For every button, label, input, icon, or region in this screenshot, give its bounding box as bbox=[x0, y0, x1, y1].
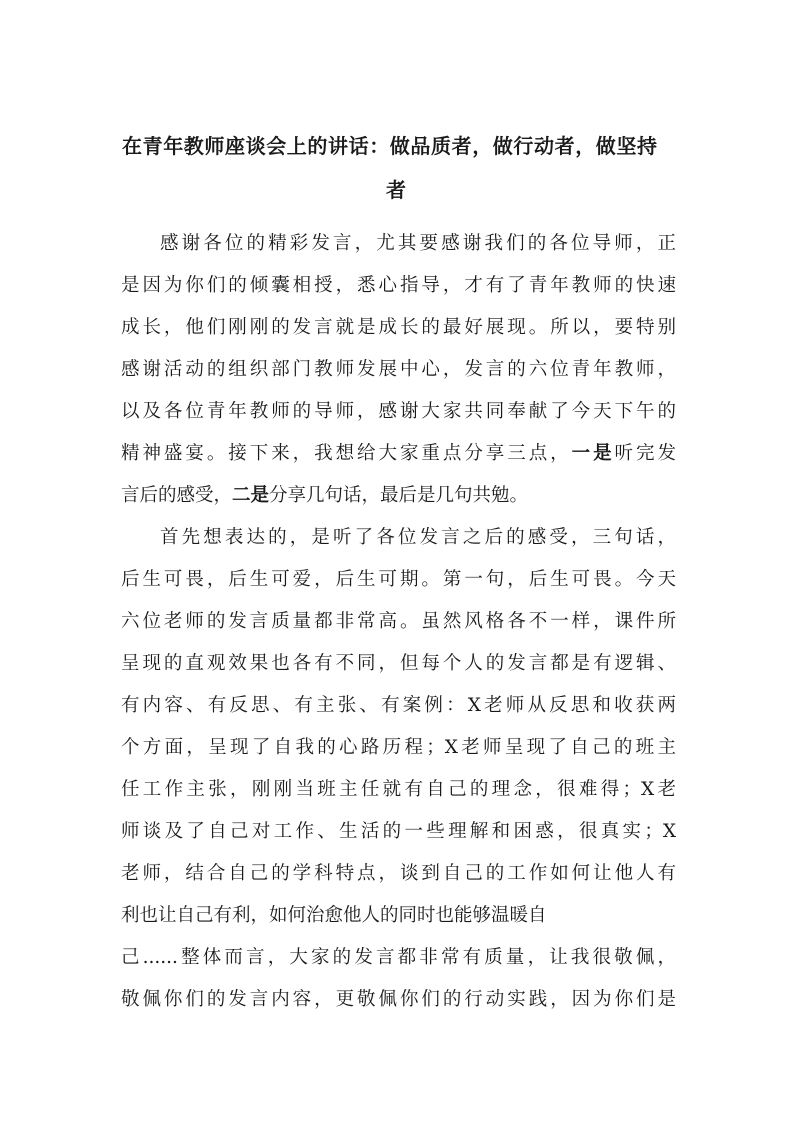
point-one-label: 一是 bbox=[571, 443, 615, 464]
paragraph-2-line-3: 六位老师的发言质量都非常高。虽然风格各不一样，课件所 bbox=[121, 611, 676, 632]
paragraph-2-line-4: 呈现的直观效果也各有不同，但每个人的发言都是有逻辑、 bbox=[121, 653, 676, 674]
paragraph-2-line-11: 己......整体而言，大家的发言都非常有质量，让我很敬佩， bbox=[121, 947, 676, 968]
paragraph-1-line-7 bbox=[121, 484, 676, 508]
paragraph-2-line-2: 后生可畏，后生可爱，后生可期。第一句，后生可畏。今天 bbox=[121, 569, 676, 590]
document-title-line-2: 者 bbox=[386, 178, 406, 202]
paragraph-2-line-12: 敬佩你们的发言内容，更敬佩你们的行动实践，因为你们是 bbox=[121, 989, 676, 1010]
paragraph-1-line-6-text-a: 精神盛宴。接下来，我想给大家重点分享三点， bbox=[121, 443, 572, 464]
paragraph-1-line-5: 以及各位青年教师的导师，感谢大家共同奉献了今天下午的 bbox=[121, 401, 676, 422]
paragraph-2-line-5: 有内容、有反思、有主张、有案例：X老师从反思和收获两 bbox=[121, 695, 676, 716]
paragraph-1-line-7-text-a: 言后的感受， bbox=[121, 485, 233, 506]
paragraph-2-line-7: 任工作主张，刚刚当班主任就有自己的理念，很难得；X老 bbox=[121, 779, 676, 800]
paragraph-1-line-6 bbox=[121, 442, 676, 466]
document-title-line-1: 在青年教师座谈会上的讲话：做品质者，做行动者，做坚持 bbox=[122, 134, 658, 158]
paragraph-1-line-4: 感谢活动的组织部门教师发展中心，发言的六位青年教师， bbox=[121, 359, 676, 380]
paragraph-2-line-9: 老师，结合自己的学科特点，谈到自己的工作如何让他人有 bbox=[121, 863, 676, 884]
paragraph-1-line-3: 成长，他们刚刚的发言就是成长的最好展现。所以，要特别 bbox=[121, 317, 676, 338]
point-two-label: 二是 bbox=[232, 485, 270, 506]
paragraph-1-line-2: 是因为你们的倾囊相授，悉心指导，才有了青年教师的快速 bbox=[121, 275, 676, 296]
paragraph-2-line-6: 个方面，呈现了自我的心路历程；X老师呈现了自己的班主 bbox=[121, 737, 676, 758]
paragraph-1-line-1: 感谢各位的精彩发言，尤其要感谢我们的各位导师，正 bbox=[160, 233, 676, 254]
paragraph-2-line-8: 师谈及了自己对工作、生活的一些理解和困惑，很真实；X bbox=[121, 821, 676, 842]
paragraph-1-line-6-text-c: 听完发 bbox=[614, 443, 676, 464]
paragraph-1-line-7-text-c: 分享几句话，最后是几句共勉。 bbox=[269, 485, 529, 506]
paragraph-2-line-10: 利也让自己有利，如何治愈他人的同时也能够温暖自 bbox=[121, 905, 547, 926]
paragraph-2-line-1: 首先想表达的，是听了各位发言之后的感受，三句话， bbox=[160, 527, 676, 548]
